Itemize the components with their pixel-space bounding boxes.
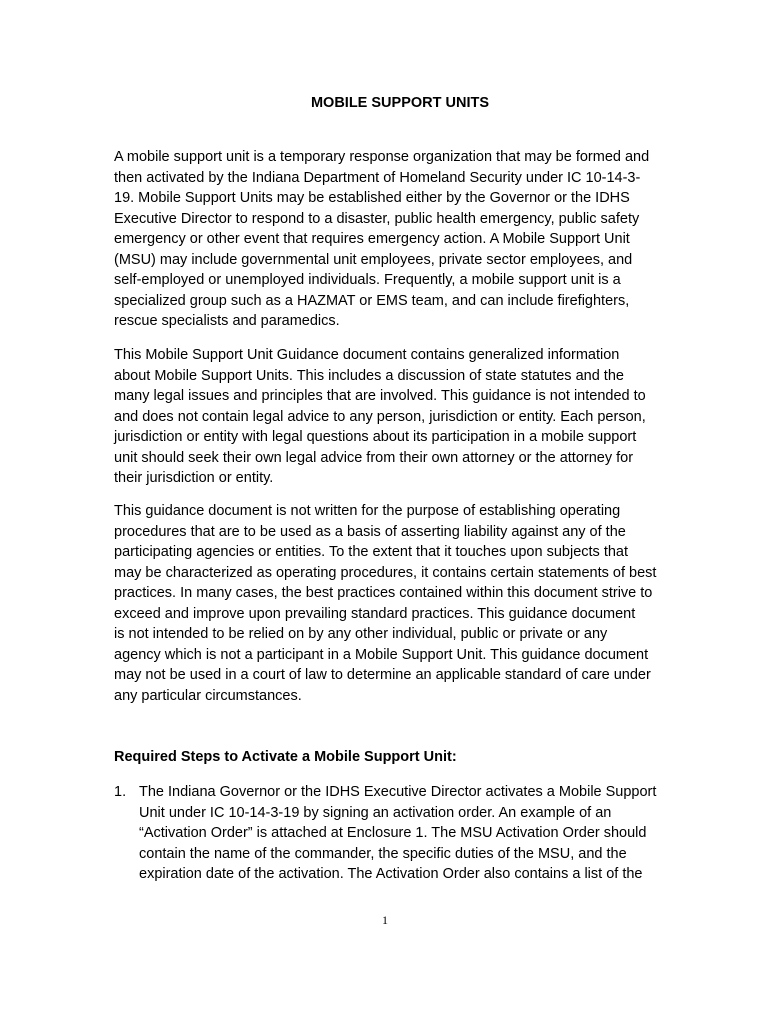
text-line: (MSU) may include governmental unit employees, private sector employees, and [114,251,633,268]
text-line: “Activation Order” is attached at Enclosure 1. The MSU Activation Order should [139,825,647,841]
text-line: exceed and improve upon prevailing standard practices. This guidance document [114,605,636,622]
text-line: participating agencies or entities. To the extent that it touches upon subjects that [114,544,628,560]
page-number: 1 [382,913,388,927]
text-line: then activated by the Indiana Department of Homeland Security under IC 10-14-3- [114,169,641,186]
text-line: any particular circumstances. [114,687,302,704]
text-line: contain the name of the commander, the specific duties of the MSU, and the [139,845,627,862]
text-line: expiration date of the activation. The Activation Order also contains a list of the [139,866,643,882]
text-line: This Mobile Support Unit Guidance document contains generalized information [114,347,620,363]
text-line: practices. In many cases, the best practices contained within this document strive to [114,585,653,601]
document-title: MOBILE SUPPORT UNITS [310,95,490,111]
text-line: and does not contain legal advice to any person, jurisdiction or entity. Each person, [114,408,646,425]
text-line: their jurisdiction or entity. [114,470,274,486]
text-line: self-employed or unemployed individuals. Frequently, a mobile support unit is a [114,272,621,288]
text-line: A mobile support unit is a temporary response organization that may be formed and [114,149,650,165]
text-line: is not intended to be relied on by any other individual, public or private or any [114,626,608,642]
text-line: unit should seek their own legal advice from their own attorney or the attorney for [114,449,634,466]
text-line: Executive Director to respond to a disaster, public health emergency, public safety [114,210,640,227]
paragraph-3 [114,501,686,706]
text-line: about Mobile Support Units. This includes a discussion of state statutes and the [114,367,624,384]
text-line: emergency or other event that requires emergency action. A Mobile Support Unit [114,231,630,247]
text-line: 19. Mobile Support Units may be established either by the Governor or the IDHS [114,190,630,206]
text-line: The Indiana Governor or the IDHS Executive Director activates a Mobile Support [139,784,657,800]
text-line: Unit under IC 10-14-3-19 by signing an activation order. An example of an [139,804,612,821]
text-line: jurisdiction or entity with legal questions about its participation in a mobile support [114,429,637,445]
paragraph-2 [114,345,686,489]
list-item-body [139,782,699,885]
text-line: agency which is not a participant in a Mobile Support Unit. This guidance document [114,646,649,663]
text-line: This guidance document is not written for the purpose of establishing operating [114,503,621,519]
paragraph-1 [114,147,686,332]
text-line: many legal issues and principles that are involved. This guidance is not intended to [114,388,646,404]
text-line: may not be used in a court of law to determine an applicable standard of care under [114,667,651,683]
text-line: may be characterized as operating procedures, it contains certain statements of best [114,564,657,581]
text-line: procedures that are to be used as a basis of asserting liability against any of the [114,523,626,540]
list-item-number: 1. [114,784,127,800]
section-heading: Required Steps to Activate a Mobile Support Unit: [114,749,457,765]
text-line: specialized group such as a HAZMAT or EMS team, and can include firefighters, [114,292,630,309]
text-line: rescue specialists and paramedics. [114,313,340,329]
